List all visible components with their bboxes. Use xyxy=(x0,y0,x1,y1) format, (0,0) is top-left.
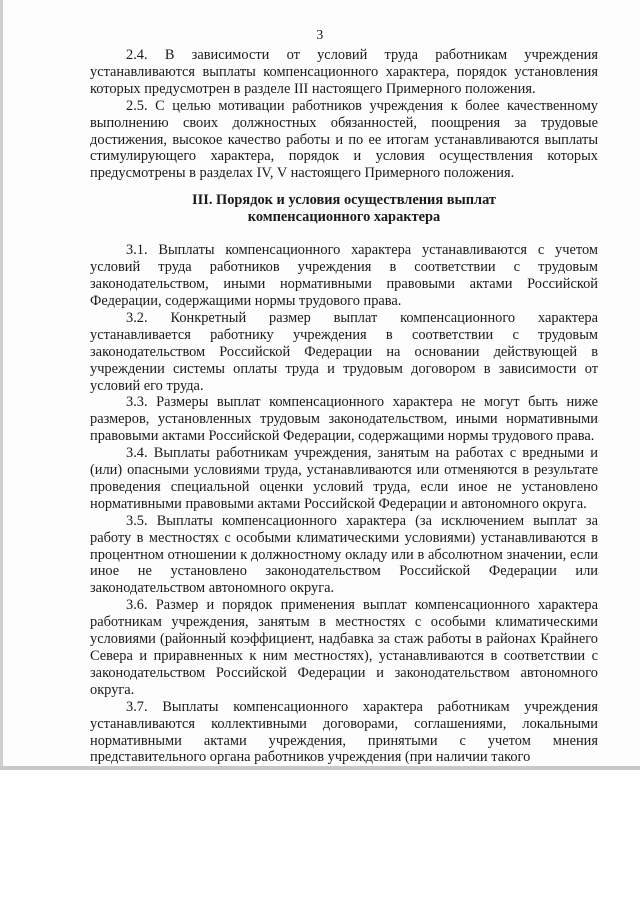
paragraph-3-4: 3.4. Выплаты работникам учреждения, занятым на работах с вредными и (или) опасными условиями труда, устанавливаются или отменяются в результате проведения специальной оценки условий труда, если иное не установлено нормативными правовыми актами Российской Федерации и автономного округа. xyxy=(90,445,598,512)
document-body xyxy=(90,47,598,766)
blank-area-below-scan xyxy=(0,770,640,905)
paragraph-3-2: 3.2. Конкретный размер выплат компенсационного характера устанавливается работнику учреждения в соответствии с трудовым законодательством Российской Федерации на основании действующей в учреждении системы оплаты труда и трудовым договором в зависимости от условий его труда. xyxy=(90,309,598,394)
page-number: 3 xyxy=(316,28,324,43)
paragraph-2-5: 2.5. С целью мотивации работников учреждения к более качественному выполнению своих должностных обязанностей, поощрения за трудовые достижения, высокое качество работы и по ее итогам устанавливаются выплаты стимулирующего характера, порядок и условия осуществления которых предусмотрены в разделах IV, V настоящего Примерного положения. xyxy=(90,97,598,182)
section-heading-line-1: III. Порядок и условия осуществления выплат xyxy=(192,192,496,209)
paragraph-3-3: 3.3. Размеры выплат компенсационного характера не могут быть ниже размеров, установленных трудовым законодательством, иными нормативными правовыми актами Российской Федерации, содержащими нормы трудового права. xyxy=(90,394,598,445)
section-heading-line-2: компенсационного характера xyxy=(247,209,441,226)
paragraph-3-6: 3.6. Размер и порядок применения выплат компенсационного характера работникам учреждения, занятым в местностях с особыми климатическими условиями (районный коэффициент, надбавка за стаж работы в районах Крайнего Севера и приравненных к ним местностях), устанавливаются в соответствии с законодательством Российской Федерации и законодательством автономного округа. xyxy=(90,597,598,698)
paragraph-3-5: 3.5. Выплаты компенсационного характера (за исключением выплат за работу в местностях с особыми климатическими условиями) устанавливаются в процентном отношении к должностному окладу или в абсолютном значении, если иное не установлено законодательством Российской Федерации или законодательством автономного округа. xyxy=(90,512,598,597)
scan-shadow-left xyxy=(0,0,3,770)
paragraph-2-4: 2.4. В зависимости от условий труда работникам учреждения устанавливаются выплаты компенсационного характера, порядок установления которых предусмотрен в разделе III настоящего Примерного положения. xyxy=(90,47,598,97)
paragraph-3-7: 3.7. Выплаты компенсационного характера работникам учреждения устанавливаются коллективными договорами, соглашениями, локальными нормативными актами учреждения, принятыми с учетом мнения представительного органа работников учреждения (при наличии такого xyxy=(90,698,598,766)
section-heading xyxy=(90,192,598,226)
paragraph-3-1: 3.1. Выплаты компенсационного характера устанавливаются с учетом условий труда работников учреждения в соответствии с трудовым законодательством, иными нормативными правовыми актами Российской Федерации, содержащими нормы трудового права. xyxy=(90,242,598,309)
